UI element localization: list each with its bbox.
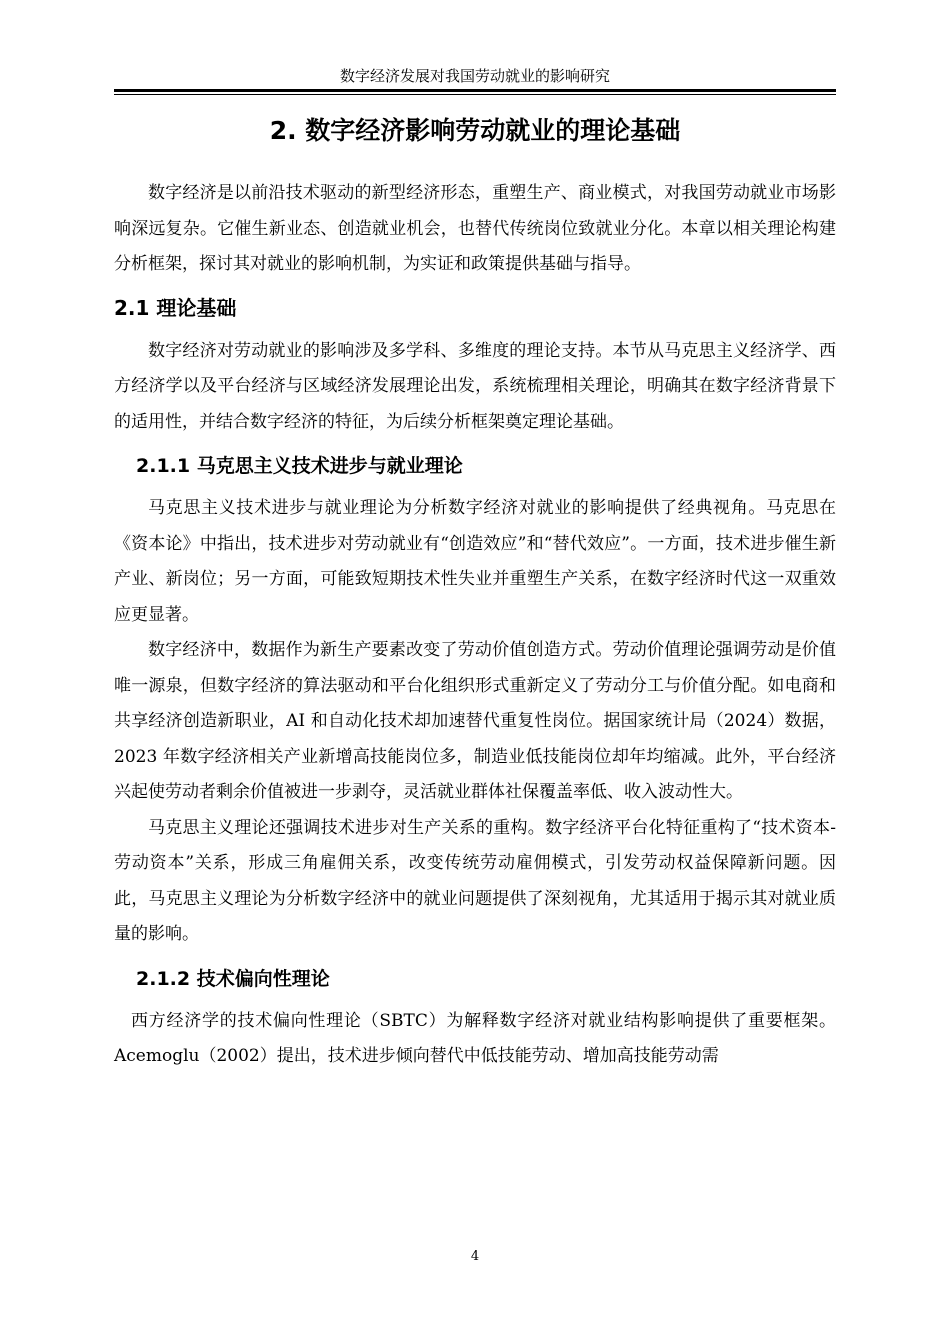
header-rule-thick bbox=[114, 89, 836, 92]
chapter-intro-paragraph: 数字经济是以前沿技术驱动的新型经济形态，重塑生产、商业模式，对我国劳动就业市场影响深远复杂。它催生新业态、创造就业机会，也替代传统岗位致就业分化。本章以相关理论构建分析框架，探讨其对就业的影响机制，为实证和政策提供基础与指导。 bbox=[114, 183, 836, 274]
section-2-1-2-paragraph: 西方经济学的技术偏向性理论（SBTC）为解释数字经济对就业结构影响提供了重要框架。Acemoglu（2002）提出，技术进步倾向替代中低技能劳动、增加高技能劳动需 bbox=[114, 1010, 836, 1066]
section-2-1-1-paragraph-1: 马克思主义技术进步与就业理论为分析数字经济对就业的影响提供了经典视角。马克思在《资本论》中指出，技术进步对劳动就业有“创造效应”和“替代效应”。一方面，技术进步催生新产业、新岗位；另一方面，可能致短期技术性失业并重塑生产关系，在数字经济时代这一双重效应更显著。 bbox=[114, 498, 836, 625]
page-number: 4 bbox=[470, 1249, 480, 1264]
section-2-1-1-paragraph-3: 马克思主义理论还强调技术进步对生产关系的重构。数字经济平台化特征重构了“技术资本-劳动资本”关系，形成三角雇佣关系，改变传统劳动雇佣模式，引发劳动权益保障新问题。因此，马克思主义理论为分析数字经济中的就业问题提供了深刻视角，尤其适用于揭示其对就业质量的影响。 bbox=[114, 817, 836, 944]
header-rule-thin bbox=[114, 94, 836, 95]
section-heading-2-1: 2.1 理论基础 bbox=[114, 295, 237, 320]
section-2-1-1-paragraph-2: 数字经济中，数据作为新生产要素改变了劳动价值创造方式。劳动价值理论强调劳动是价值唯一源泉，但数字经济的算法驱动和平台化组织形式重新定义了劳动分工与价值分配。如电商和共享经济创造新职业，AI 和自动化技术却加速替代重复性岗位。据国家统计局（2024）数据，2023 年数字经济相关产业新增高技能岗位多，制造业低技能岗位却年均缩减。此外，平台经济兴起使劳动者剩余价值被进一步剥夺，灵活就业群体社保覆盖率低、收入波动性大。 bbox=[114, 640, 836, 802]
section-heading-2-1-2: 2.1.2 技术偏向性理论 bbox=[136, 967, 330, 990]
section-heading-2-1-1: 2.1.1 马克思主义技术进步与就业理论 bbox=[136, 455, 463, 477]
running-header: 数字经济发展对我国劳动就业的影响研究 bbox=[339, 67, 610, 85]
document-body bbox=[114, 176, 836, 1075]
section-2-1-paragraph: 数字经济对劳动就业的影响涉及多学科、多维度的理论支持。本节从马克思主义经济学、西方经济学以及平台经济与区域经济发展理论出发，系统梳理相关理论，明确其在数字经济背景下的适用性，并结合数字经济的特征，为后续分析框架奠定理论基础。 bbox=[114, 340, 836, 432]
chapter-title: 2. 数字经济影响劳动就业的理论基础 bbox=[269, 116, 681, 145]
